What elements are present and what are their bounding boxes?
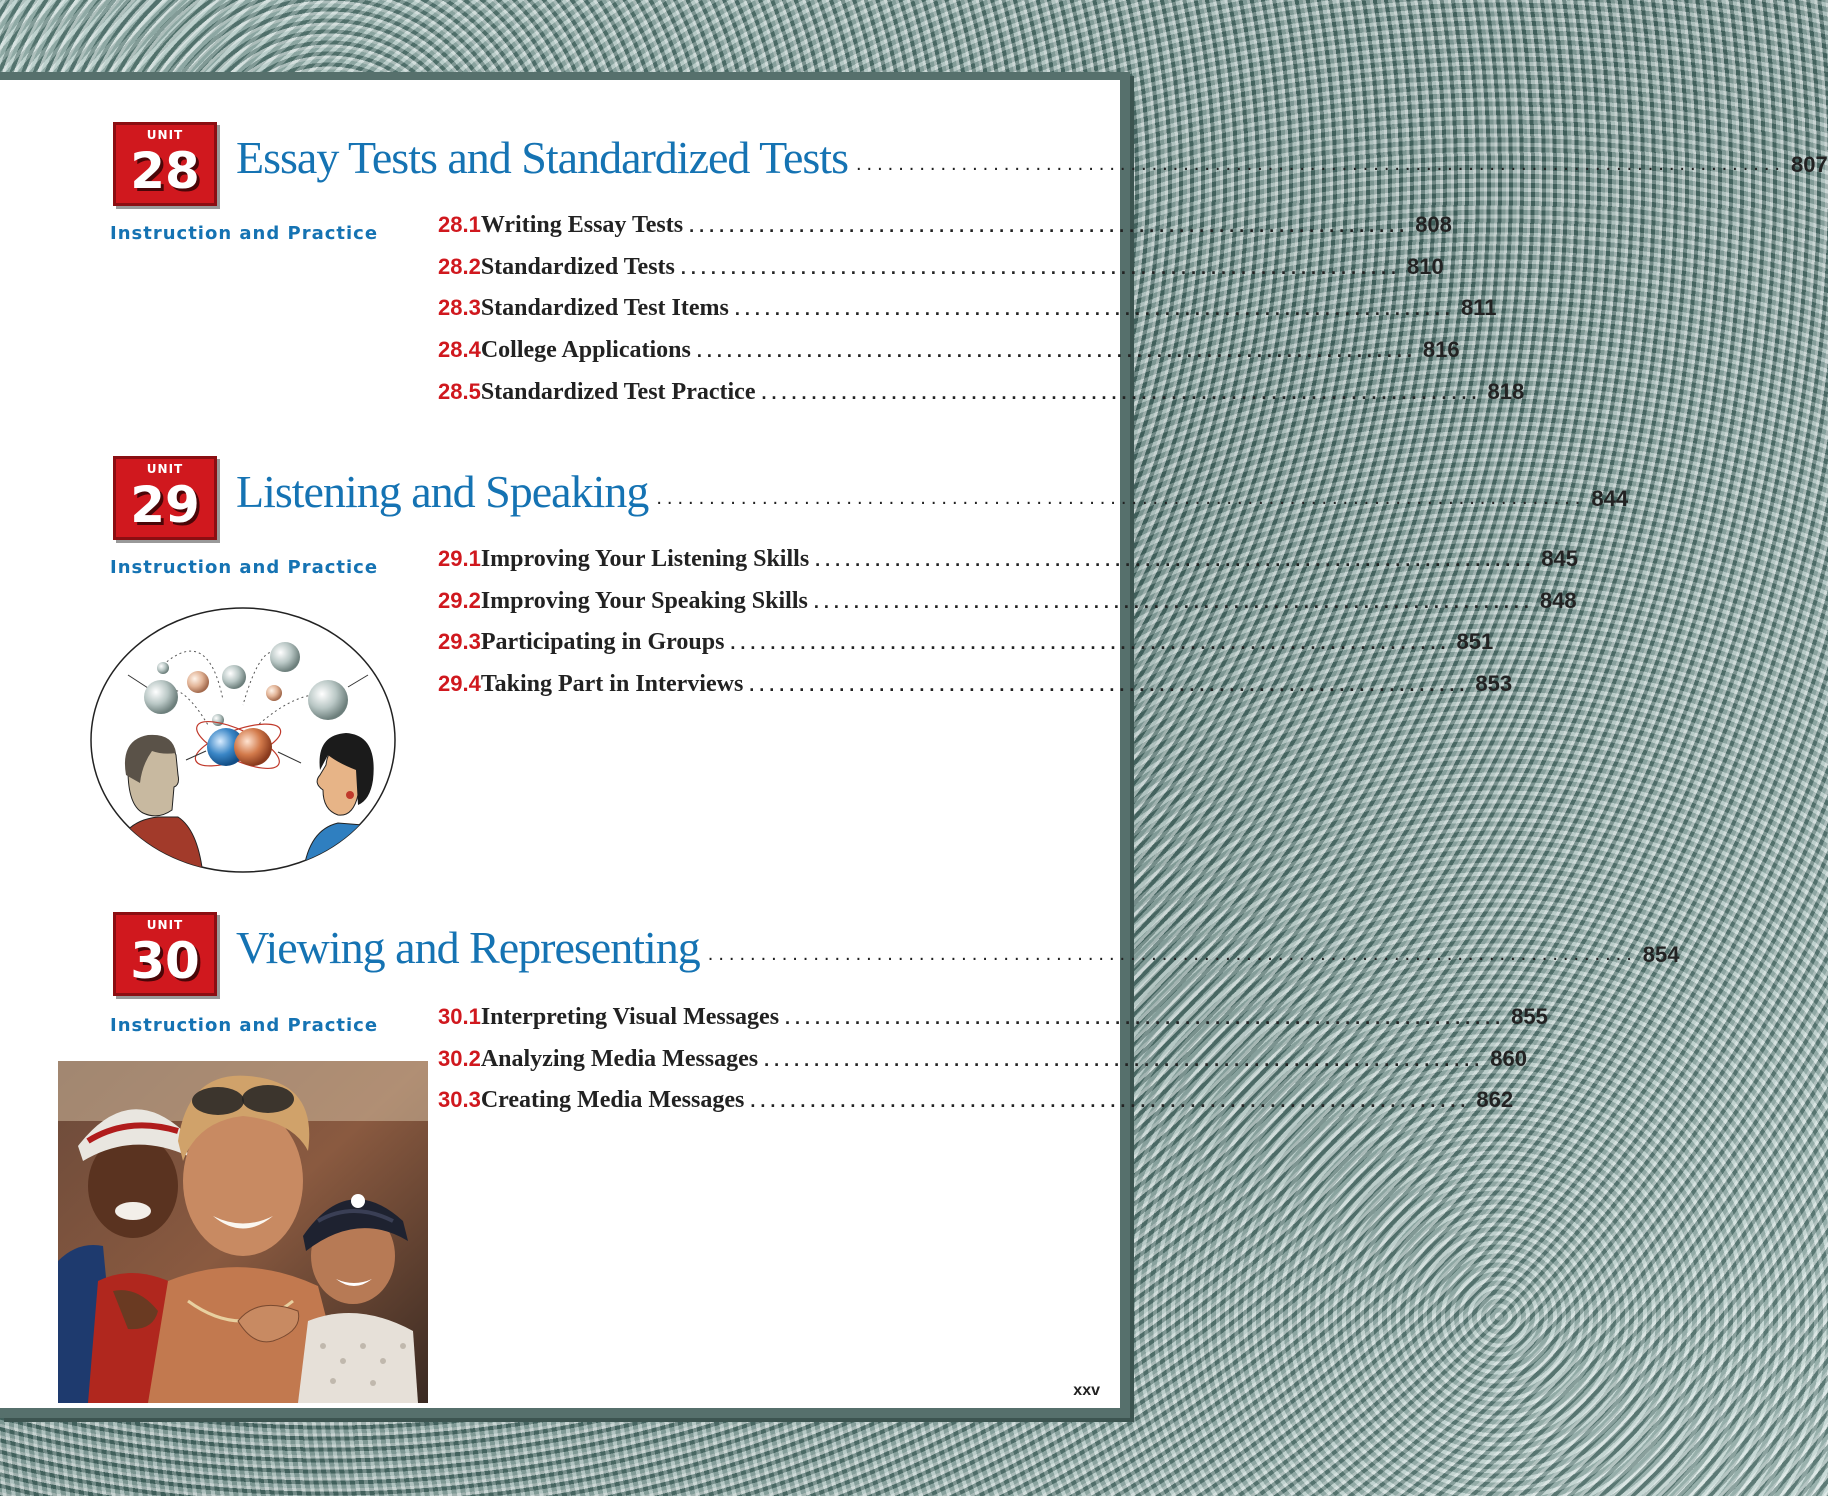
lesson-title: Improving Your Listening Skills bbox=[480, 546, 810, 572]
dot-leader: ........................................................................................ bbox=[855, 153, 1785, 175]
instruction-practice-label: Instruction and Practice bbox=[110, 557, 379, 578]
lesson-title: Improving Your Speaking Skills bbox=[480, 587, 808, 614]
lesson-title: Analyzing Media Messages bbox=[480, 1045, 759, 1072]
lesson-item[interactable] bbox=[438, 1004, 1548, 1046]
unit-page-number: 807 bbox=[1790, 152, 1828, 177]
unit-page-number: 844 bbox=[1591, 486, 1629, 511]
unit-badge-label: UNIT bbox=[146, 462, 184, 476]
lesson-number: 28.2 bbox=[438, 253, 481, 279]
lesson-page: 816 bbox=[1422, 337, 1460, 363]
lesson-number: 29.4 bbox=[438, 671, 481, 697]
unit-28-heading bbox=[0, 122, 1828, 212]
lesson-item[interactable] bbox=[438, 295, 1497, 337]
dot-leader: ........................................................................ bbox=[785, 1008, 1506, 1028]
unit-badge bbox=[113, 456, 217, 540]
dot-leader: ........................................................................ bbox=[680, 257, 1401, 278]
lesson-number: 29.1 bbox=[438, 546, 481, 571]
dot-leader: ........................................................................ bbox=[815, 550, 1536, 570]
lesson-title: College Applications bbox=[480, 337, 691, 364]
lesson-title: Taking Part in Interviews bbox=[480, 671, 744, 698]
lesson-title: Standardized Test Practice bbox=[480, 378, 756, 405]
lesson-number: 28.5 bbox=[438, 378, 481, 404]
lesson-item[interactable] bbox=[438, 1087, 1514, 1129]
lesson-page: 818 bbox=[1487, 378, 1525, 404]
dot-leader: ........................................................................ bbox=[764, 1049, 1485, 1070]
lesson-item[interactable] bbox=[438, 253, 1444, 296]
lesson-title: Interpreting Visual Messages bbox=[480, 1004, 780, 1030]
lesson-page: 860 bbox=[1490, 1045, 1527, 1071]
unit-badge bbox=[113, 912, 217, 996]
dot-leader: ........................................................................................ bbox=[656, 487, 1586, 509]
lesson-page: 855 bbox=[1511, 1004, 1548, 1029]
unit-30-heading bbox=[0, 912, 1680, 1002]
lesson-list-29 bbox=[438, 546, 1578, 713]
dot-leader: ........................................................................ bbox=[813, 591, 1534, 612]
lesson-number: 30.2 bbox=[438, 1045, 481, 1071]
dot-leader: ........................................................................ bbox=[689, 216, 1410, 236]
lesson-page: 845 bbox=[1541, 546, 1578, 571]
lesson-title: Standardized Tests bbox=[480, 253, 675, 280]
friends-photo bbox=[58, 1061, 428, 1403]
lesson-item[interactable] bbox=[438, 212, 1452, 254]
lesson-title: Participating in Groups bbox=[480, 629, 725, 656]
lesson-item[interactable] bbox=[438, 546, 1578, 588]
dot-leader: ........................................................................................ bbox=[707, 943, 1637, 965]
dot-leader: ........................................................................ bbox=[730, 633, 1451, 654]
lesson-page: 853 bbox=[1475, 671, 1513, 697]
unit-badge-number: 28 bbox=[130, 142, 200, 200]
lesson-number: 29.2 bbox=[438, 587, 481, 613]
lesson-list-28 bbox=[438, 212, 1525, 420]
dot-leader: ........................................................................ bbox=[749, 675, 1470, 696]
page-number: xxv bbox=[1073, 1382, 1100, 1399]
instruction-practice-label: Instruction and Practice bbox=[110, 223, 379, 244]
unit-badge-number: 29 bbox=[130, 476, 200, 534]
unit-badge bbox=[113, 122, 217, 206]
lesson-title: Standardized Test Items bbox=[480, 295, 729, 322]
dot-leader: ........................................................................ bbox=[761, 382, 1482, 403]
lesson-page: 811 bbox=[1460, 295, 1497, 321]
lesson-item[interactable] bbox=[438, 587, 1577, 630]
toc-page bbox=[0, 72, 1828, 1418]
dot-leader: ........................................................................ bbox=[696, 341, 1417, 362]
lesson-page: 862 bbox=[1476, 1087, 1514, 1113]
lesson-item[interactable] bbox=[438, 629, 1494, 671]
lesson-title: Creating Media Messages bbox=[480, 1087, 745, 1114]
unit-title[interactable]: Listening and Speaking bbox=[236, 466, 649, 517]
lesson-number: 28.4 bbox=[438, 337, 481, 363]
unit-badge-label: UNIT bbox=[146, 128, 184, 142]
unit-badge-number: 30 bbox=[130, 932, 200, 990]
lesson-item[interactable] bbox=[438, 337, 1460, 379]
unit-page-number: 854 bbox=[1642, 942, 1680, 967]
lesson-item[interactable] bbox=[438, 671, 1513, 713]
lesson-item[interactable] bbox=[438, 378, 1525, 421]
lesson-number: 30.1 bbox=[438, 1004, 481, 1029]
lesson-page: 810 bbox=[1406, 253, 1444, 279]
unit-title[interactable]: Essay Tests and Standardized Tests bbox=[236, 132, 848, 183]
lesson-list-30 bbox=[438, 1004, 1548, 1129]
lesson-page: 848 bbox=[1539, 587, 1577, 613]
listening-speaking-illustration bbox=[88, 605, 398, 875]
lesson-page: 851 bbox=[1456, 629, 1494, 655]
lesson-page: 808 bbox=[1415, 212, 1452, 237]
lesson-number: 30.3 bbox=[438, 1087, 481, 1113]
dot-leader: ........................................................................ bbox=[750, 1091, 1471, 1112]
lesson-item[interactable] bbox=[438, 1045, 1527, 1088]
instruction-practice-label: Instruction and Practice bbox=[110, 1015, 379, 1036]
lesson-number: 28.3 bbox=[438, 295, 481, 321]
lesson-number: 29.3 bbox=[438, 629, 481, 655]
lesson-title: Writing Essay Tests bbox=[480, 212, 684, 238]
dot-leader: ........................................................................ bbox=[734, 299, 1455, 320]
unit-title[interactable]: Viewing and Representing bbox=[236, 922, 700, 973]
unit-29-heading bbox=[0, 456, 1629, 546]
unit-badge-label: UNIT bbox=[146, 918, 184, 932]
lesson-number: 28.1 bbox=[438, 212, 481, 237]
